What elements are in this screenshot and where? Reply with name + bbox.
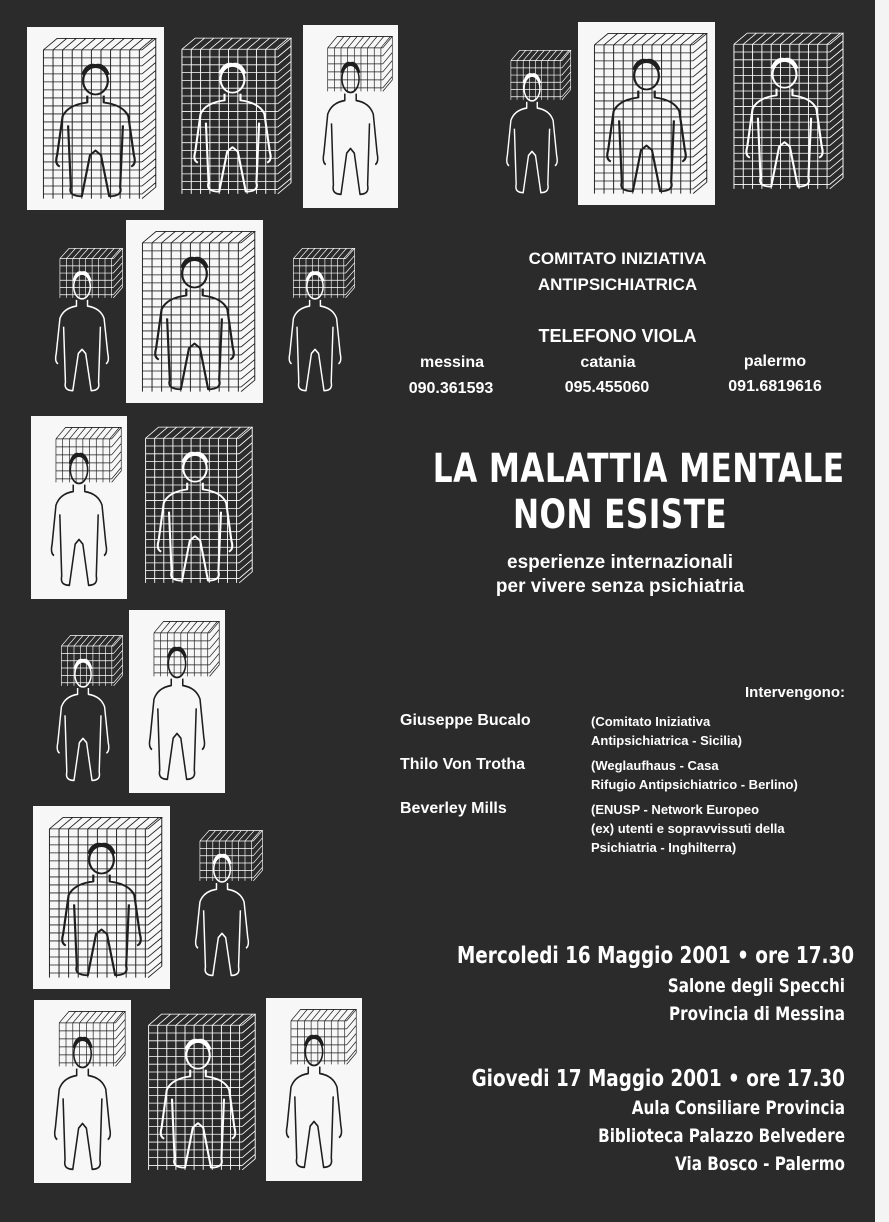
affiliation-line: Rifugio Antipsichiatrico - Berlino) [591,777,798,792]
caged-figure-icon [130,416,260,594]
caged-figure-tile [578,22,715,205]
speaker-name: Giuseppe Bucalo [400,712,531,729]
caged-figure-tile [38,625,128,793]
hotline-phone: 095.455060 [564,379,650,396]
caged-figure-icon [578,22,715,205]
caged-figure-tile [133,1003,263,1181]
affiliation-line: Antipsichiatrica - Sicilia) [591,733,742,748]
caged-figure-tile [31,416,127,599]
caged-figure-icon [36,238,128,403]
event-venue [509,972,845,1028]
caged-figure-tile [130,416,260,594]
hotline-city: palermo [743,353,807,370]
caged-figure-icon [31,416,127,599]
affiliation-line: Psichiatria - Inghilterra) [591,840,737,855]
caged-figure-tile [266,998,362,1181]
caged-figure-tile [176,820,268,988]
caged-figure-icon [34,1000,131,1183]
caged-figure-tile [34,1000,131,1183]
caged-figure-tile [129,610,225,793]
speaker-name: Beverley Mills [400,800,507,817]
speaker-affiliation [591,712,742,750]
headline-line: NON ESISTE [513,492,727,538]
subtitle [440,551,800,599]
caged-figure-icon [38,625,128,793]
affiliation-line: (Weglaufhaus - Casa [591,758,719,773]
caged-figure-icon [33,806,170,989]
caged-figure-icon [27,27,164,210]
caged-figure-icon [266,998,362,1181]
headline-line: LA MALATTIA MENTALE [432,446,845,492]
organizer-name [470,246,765,298]
affiliation-line: (Comitato Iniziativa [591,714,711,729]
caged-figure-icon [133,1003,263,1181]
speakers-heading: Intervengono: [745,684,845,701]
caged-figure-icon [129,610,225,793]
speaker-name: Thilo Von Trotha [400,756,526,773]
caged-figure-icon [488,40,576,205]
affiliation-line: (ex) utenti e sopravvissuti della [591,821,785,836]
event-venue-line: Salone degli Specchi [667,975,845,997]
caged-figure-tile [488,40,576,205]
event-date: Mercoledi 16 Maggio 2001 • ore 17.30 [457,943,855,969]
organizer-line: COMITATO INIZIATIVA [528,249,707,268]
event-venue-line: Aula Consiliare Provincia [631,1097,845,1119]
hotline-city: catania [580,354,636,371]
caged-figure-icon [270,238,360,403]
event-date: Giovedi 17 Maggio 2001 • ore 17.30 [471,1066,845,1092]
hotline-phone: 090.361593 [408,380,494,397]
caged-figure-tile [126,220,263,403]
headline [432,446,845,538]
caged-figure-tile [303,25,398,208]
event-venue-line: Biblioteca Palazzo Belvedere [598,1125,845,1147]
caged-figure-tile [33,806,170,989]
hotline-city: messina [419,354,485,371]
speaker-affiliation [591,800,785,857]
hotline-phone: 091.6819616 [728,378,822,395]
caged-figure-icon [718,22,851,200]
caged-figure-tile [36,238,128,403]
affiliation-line: (ENUSP - Network Europeo [591,802,760,817]
caged-figure-tile [166,27,299,205]
event-venue-line: Via Bosco - Palermo [675,1153,845,1175]
organizer-line: ANTIPSICHIATRICA [537,275,698,294]
caged-figure-tile [270,238,360,403]
caged-figure-icon [126,220,263,403]
subtitle-line: esperienze internazionali [507,552,733,573]
caged-figure-tile [718,22,851,200]
hotline-title: TELEFONO VIOLA [538,326,697,346]
caged-figure-icon [166,27,299,205]
event-venue [509,1094,845,1178]
speaker-affiliation [591,756,798,794]
caged-figure-icon [176,820,268,988]
caged-figure-icon [303,25,398,208]
event-venue-line: Provincia di Messina [669,1003,845,1025]
caged-figure-tile [27,27,164,210]
subtitle-line: per vivere senza psichiatria [495,576,745,597]
